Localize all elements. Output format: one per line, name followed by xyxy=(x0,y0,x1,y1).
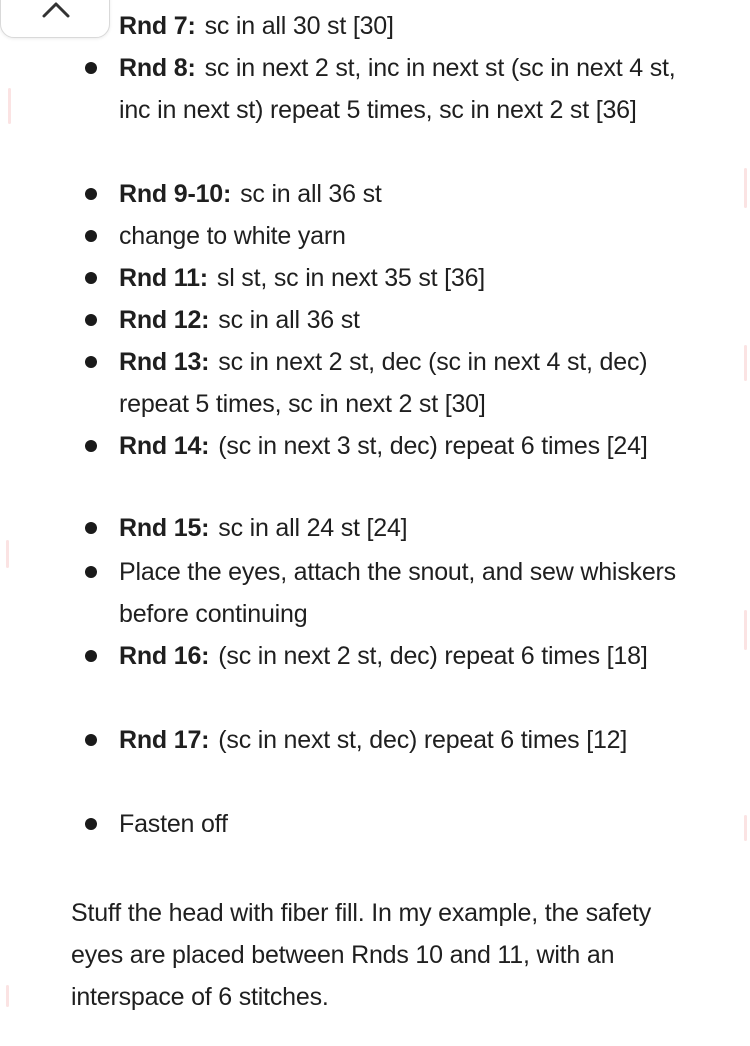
bullet-icon xyxy=(85,650,97,662)
step-label: Rnd 17: xyxy=(119,726,210,754)
bullet-icon xyxy=(85,62,97,74)
step-text: Place the eyes, attach the snout, and sew whiskers before continuing xyxy=(119,558,676,628)
bullet-icon xyxy=(85,188,97,200)
pattern-step xyxy=(119,299,699,341)
bullet-icon xyxy=(85,566,97,578)
pattern-step xyxy=(119,551,699,635)
pattern-step xyxy=(119,507,699,549)
pattern-step xyxy=(119,5,699,47)
step-text: Fasten off xyxy=(119,810,228,838)
right-edge-mark xyxy=(744,168,747,208)
step-label: Rnd 8: xyxy=(119,54,196,82)
step-label: Rnd 15: xyxy=(119,514,210,542)
pattern-step xyxy=(119,719,699,761)
step-label: Rnd 11: xyxy=(119,264,208,292)
step-text: (sc in next 2 st, dec) repeat 6 times [18] xyxy=(218,642,648,670)
bullet-icon xyxy=(85,440,97,452)
bullet-icon xyxy=(85,734,97,746)
step-text: sc in next 2 st, inc in next st (sc in next 4 st, inc in next st) repeat 5 times, sc in next 2 st [36] xyxy=(119,54,676,124)
pattern-step xyxy=(119,635,699,677)
step-text: sc in all 30 st [30] xyxy=(204,12,394,40)
left-edge-mark xyxy=(8,88,11,124)
right-edge-mark xyxy=(744,815,747,841)
pattern-step xyxy=(119,341,699,425)
step-label: Rnd 13: xyxy=(119,348,210,376)
bullet-icon xyxy=(85,522,97,534)
step-text: (sc in next st, dec) repeat 6 times [12] xyxy=(218,726,628,754)
left-edge-mark xyxy=(6,540,9,568)
back-button[interactable] xyxy=(0,0,110,38)
pattern-step xyxy=(119,803,699,845)
pattern-step xyxy=(119,257,699,299)
step-label: Rnd 9-10: xyxy=(119,180,232,208)
bullet-icon xyxy=(85,818,97,830)
bullet-icon xyxy=(85,356,97,368)
step-text: sc in all 36 st xyxy=(240,180,382,208)
instruction-paragraph: Stuff the head with fiber fill. In my example, the safety eyes are placed between Rnds 10 and 11, with an interspace of 6 stitches. xyxy=(71,899,652,1011)
pattern-step xyxy=(119,425,699,467)
step-label: Rnd 7: xyxy=(119,12,196,40)
pattern-step xyxy=(119,215,699,257)
step-label: Rnd 16: xyxy=(119,642,210,670)
step-text: change to white yarn xyxy=(119,222,346,250)
step-text: sc in next 2 st, dec (sc in next 4 st, dec) repeat 5 times, sc in next 2 st [30] xyxy=(119,348,648,418)
chevron-up-icon xyxy=(41,1,71,19)
step-text: (sc in next 3 st, dec) repeat 6 times [24] xyxy=(218,432,648,460)
step-text: sc in all 24 st [24] xyxy=(218,514,408,542)
step-label: Rnd 12: xyxy=(119,306,210,334)
left-edge-mark xyxy=(6,985,9,1007)
pattern-step xyxy=(119,173,699,215)
step-label: Rnd 14: xyxy=(119,432,210,460)
step-text: sc in all 36 st xyxy=(218,306,360,334)
right-edge-mark xyxy=(744,345,747,381)
pattern-step xyxy=(119,47,699,131)
step-text: sl st, sc in next 35 st [36] xyxy=(216,264,486,292)
bullet-icon xyxy=(85,272,97,284)
bullet-icon xyxy=(85,230,97,242)
bullet-icon xyxy=(85,314,97,326)
right-edge-mark xyxy=(744,610,747,650)
